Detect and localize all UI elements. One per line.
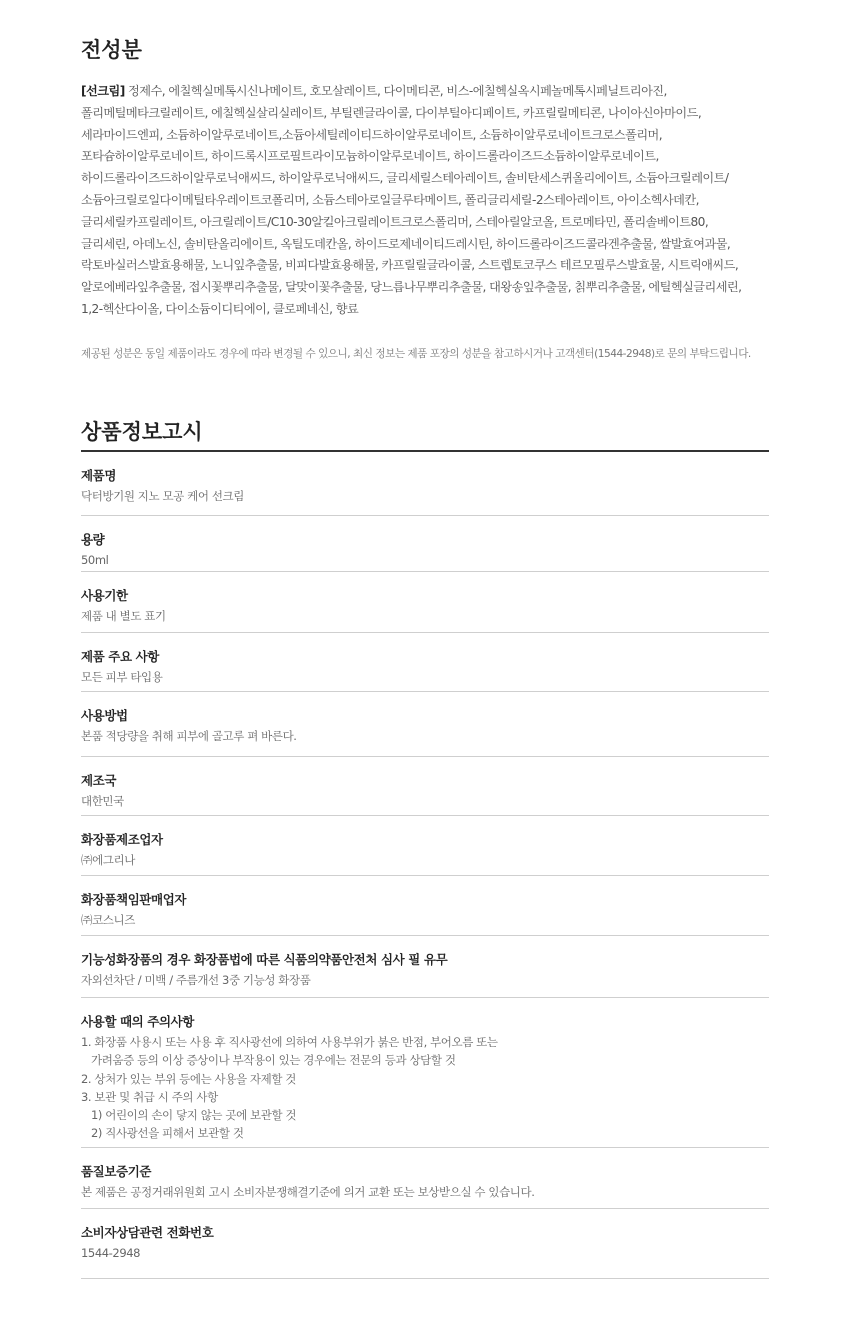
info-value: 50ml — [81, 553, 109, 567]
info-label: 소비자상담관련 전화번호 — [81, 1225, 214, 1240]
info-label: 화장품책임판매업자 — [81, 892, 187, 907]
info-value: 모든 피부 타입용 — [81, 670, 163, 684]
ingredients-line: 알로에베라잎추출물, 접시꽃뿌리추출물, 달맞이꽃추출물, 당느릅나무뿌리추출물, 대왕송잎추출물, 칡뿌리추출물, 에틸헥실글리세린, — [81, 280, 742, 295]
ingredients-line: 하이드롤라이즈드하이알루로닉애씨드, 하이알루로닉애씨드, 글리세릴스테아레이트, 솔비탄세스퀴올리에이트, 소듐아크릴레이트/ — [81, 171, 729, 186]
ingredients-label: [선크림] — [81, 84, 125, 98]
caution-item: 2) 직사광선을 피해서 보관할 것 — [91, 1126, 244, 1141]
info-label: 품질보증기준 — [81, 1164, 152, 1179]
caution-item: 1) 어린이의 손이 닿지 않는 곳에 보관할 것 — [91, 1108, 297, 1123]
info-value: 대한민국 — [81, 794, 124, 808]
ingredients-line: 글리세릴카프릴레이트, 아크릴레이트/C10-30알킬아크릴레이트크로스폴리머, 스테아릴알코올, 트로메타민, 폴리솔베이트80, — [81, 214, 709, 229]
ingredients-list — [81, 81, 781, 321]
info-value: 닥터방기원 지노 모공 케어 선크림 — [81, 489, 244, 503]
ingredients-title: 전성분 — [81, 38, 142, 62]
caution-list — [81, 1033, 498, 1143]
ingredients-line: 1,2-헥산다이올, 다이소듐이디티에이, 클로페네신, 향료 — [81, 301, 359, 316]
info-value: 자외선차단 / 미백 / 주름개선 3중 기능성 화장품 — [81, 973, 311, 987]
info-row-manufacturer — [81, 816, 769, 876]
caution-item: 2. 상처가 있는 부위 등에는 사용을 자제할 것 — [81, 1071, 297, 1086]
ingredients-line: [선크림] 정제수, 에칠헥실메톡시신나메이트, 호모살레이트, 다이메티콘, 비스-에칠헥실옥시페놀메톡시페닐트리아진, — [81, 84, 667, 98]
ingredients-line: 폴리메틸메타크릴레이트, 에칠헥실살리실레이트, 부틸렌글라이콜, 다이부틸아디페이트, 카프릴릴메티콘, 나이아신아마이드, — [81, 105, 702, 120]
ingredients-line: 세라마이드엔피, 소듐하이알루로네이트,소듐아세틸레이티드하이알루로네이트, 소듐하이알루로네이트크로스폴리머, — [81, 127, 663, 142]
info-value: ㈜에그리나 — [81, 853, 135, 867]
info-row-product-name — [81, 452, 769, 516]
info-value: 제품 내 별도 표기 — [81, 609, 166, 623]
info-row-country — [81, 757, 769, 816]
caution-item: 가려움증 등의 이상 증상이나 부작용이 있는 경우에는 전문의 등과 상담할 것 — [91, 1053, 456, 1068]
info-row-main-spec — [81, 633, 769, 692]
info-row-functional — [81, 936, 769, 998]
info-label: 기능성화장품의 경우 화장품법에 따른 식품의약품안전처 심사 필 유무 — [81, 952, 448, 967]
ingredients-line: 락토바실러스발효용해물, 노니잎추출물, 비피다발효용해물, 카프릴릴글라이콜, 스트렙토코쿠스 테르모필루스발효물, 시트릭애씨드, — [81, 258, 739, 273]
caution-item: 1. 화장품 사용시 또는 사용 후 직사광선에 의하여 사용부위가 붉은 반점, 부어오름 또는 — [81, 1035, 498, 1049]
info-label: 제품명 — [81, 468, 117, 483]
product-info-table — [81, 452, 769, 1279]
info-label: 제품 주요 사항 — [81, 649, 159, 664]
product-info-title: 상품정보고시 — [81, 420, 203, 444]
info-label: 사용방법 — [81, 708, 128, 723]
info-value: 1544-2948 — [81, 1246, 141, 1260]
ingredients-notice: 제공된 성분은 동일 제품이라도 경우에 따라 변경될 수 있으니, 최신 정보는 제품 포장의 성분을 참고하시거나 고객센터(1544-2948)로 문의 부탁드립니다. — [81, 348, 751, 360]
info-row-phone — [81, 1209, 769, 1279]
ingredients-line: 포타슘하이알루로네이트, 하이드록시프로필트라이모늄하이알루로네이트, 하이드롤라이즈드소듐하이알루로네이트, — [81, 149, 659, 164]
caution-item: 3. 보관 및 취급 시 주의 사항 — [81, 1089, 218, 1104]
info-label: 사용할 때의 주의사항 — [81, 1014, 194, 1029]
info-row-expiry — [81, 572, 769, 633]
info-row-volume — [81, 516, 769, 572]
info-label: 용량 — [81, 532, 105, 547]
info-value: 본품 적당량을 취해 피부에 골고루 펴 바른다. — [81, 729, 297, 743]
ingredients-line: 소듐아크릴로일다이메틸타우레이트코폴리머, 소듐스테아로일글루타메이트, 폴리글리세릴-2스테아레이트, 아이소헥사데칸, — [81, 192, 699, 207]
info-label: 제조국 — [81, 773, 117, 788]
info-row-seller — [81, 876, 769, 936]
info-value: 본 제품은 공정거래위원회 고시 소비자분쟁해결기준에 의거 교환 또는 보상받으실 수 있습니다. — [81, 1185, 535, 1199]
info-row-caution — [81, 998, 769, 1148]
info-row-usage — [81, 692, 769, 757]
info-value: ㈜코스니즈 — [81, 913, 135, 927]
info-label: 사용기한 — [81, 588, 128, 603]
ingredients-line: 글리세린, 아데노신, 솔비탄올리에이트, 옥틸도데칸올, 하이드로제네이티드레시틴, 하이드롤라이즈드콜라겐추출물, 쌀발효여과물, — [81, 236, 731, 251]
info-row-quality — [81, 1148, 769, 1209]
info-label: 화장품제조업자 — [81, 832, 163, 847]
